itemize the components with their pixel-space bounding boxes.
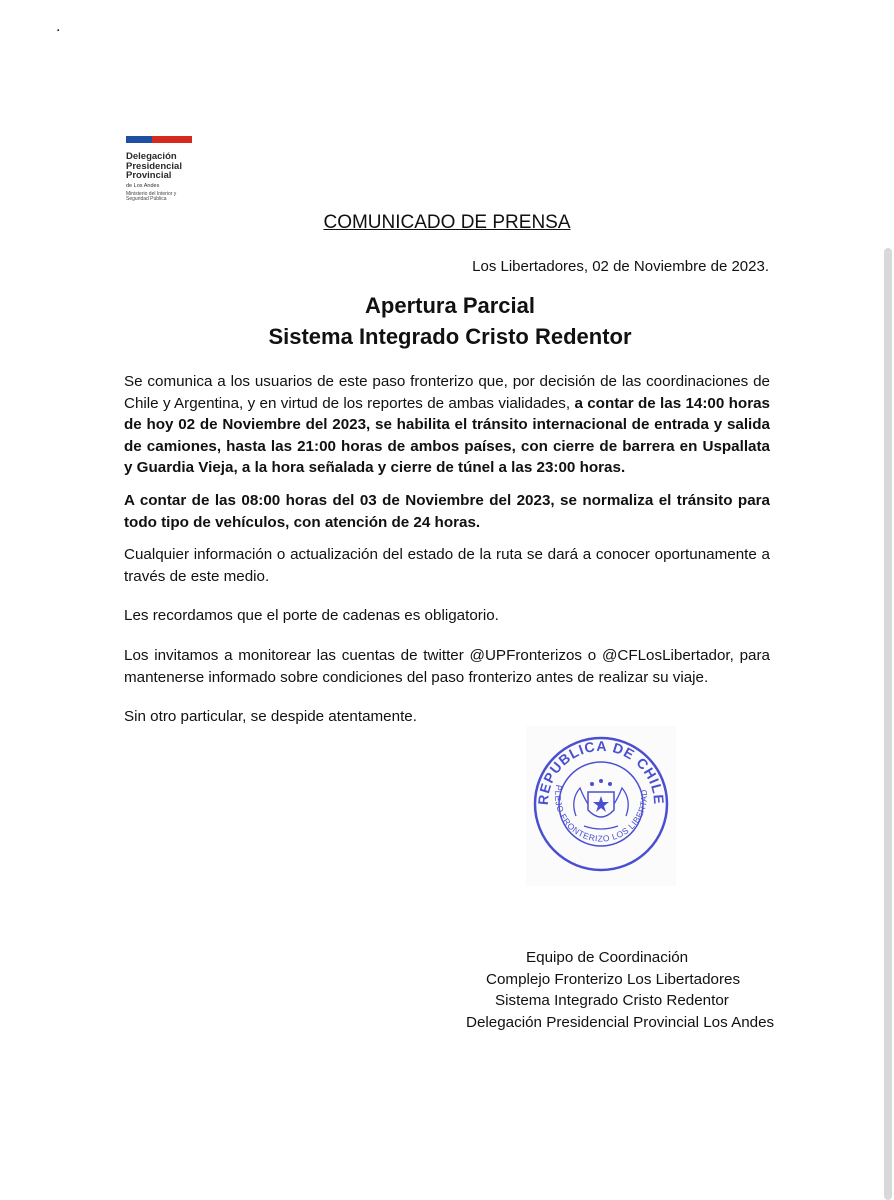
signature-line-1: Equipo de Coordinación xyxy=(526,949,689,966)
press-release-title: COMUNICADO DE PRENSA xyxy=(323,212,571,233)
date-line: Los Libertadores, 02 de Noviembre de 2023. xyxy=(472,258,769,275)
paragraph-2: A contar de las 08:00 horas del 03 de Noviembre del 2023, se normaliza el tránsito para todo tipo de vehículos, con atención de 24 horas. xyxy=(124,492,770,531)
official-seal xyxy=(526,726,676,886)
paragraph-6: Sin otro particular, se despide atentamente. xyxy=(124,708,417,725)
scrollbar[interactable] xyxy=(884,248,892,1200)
paragraph-1 xyxy=(124,371,770,479)
logo-org-name: Delegación Presidencial Provincial xyxy=(126,151,182,181)
corner-mark: . xyxy=(56,18,61,35)
flag-bar-icon xyxy=(126,136,192,143)
paragraph-4: Les recordamos que el porte de cadenas es obligatorio. xyxy=(124,607,499,624)
paragraph-5: Los invitamos a monitorear las cuentas de twitter @UPFronterizos o @CFLosLibertador, para mantenerse informado sobre condiciones del paso fronterizo antes de realizar su viaje. xyxy=(124,647,770,686)
headline xyxy=(0,290,894,352)
seal-outer-text: REPUBLICA DE CHILE xyxy=(534,737,668,806)
signature-block xyxy=(440,947,780,1033)
logo-org-sub: de Los Andes xyxy=(126,182,160,189)
seal-stamp-icon xyxy=(526,726,676,886)
paragraph-1-bold: a contar de las 14:00 horas de hoy 02 de Noviembre del 2023, se habilita el tránsito internacional de entrada y salida de camiones, hasta las 21:00 horas de ambos países, con cierre de barrera en Uspallata y Guardia Vieja, a la hora señalada y cierre de túnel a las 23:00 horas. xyxy=(124,394,771,476)
delegation-logo xyxy=(126,136,206,203)
signature-line-4: Delegación Presidencial Provincial Los Andes xyxy=(466,1013,775,1031)
paragraph-1-normal: Se comunica a los usuarios de este paso fronterizo que, por decisión de las coordinaciones de Chile y Argentina, y en virtud de los reportes de ambas vialidades, xyxy=(124,373,770,412)
logo-ministry: Ministerio del Interior y Seguridad Pública xyxy=(126,190,177,202)
signature-line-3: Sistema Integrado Cristo Redentor xyxy=(495,992,729,1009)
headline-line-2: Sistema Integrado Cristo Redentor xyxy=(268,324,632,349)
headline-line-1: Apertura Parcial xyxy=(365,293,535,318)
seal-inner-text: PLEJO FRONTERIZO LOS LIBERTAD xyxy=(552,784,650,844)
paragraph-3: Cualquier información o actualización del estado de la ruta se dará a conocer oportunamente a través de este medio. xyxy=(124,546,770,585)
signature-line-2: Complejo Fronterizo Los Libertadores xyxy=(486,970,741,988)
